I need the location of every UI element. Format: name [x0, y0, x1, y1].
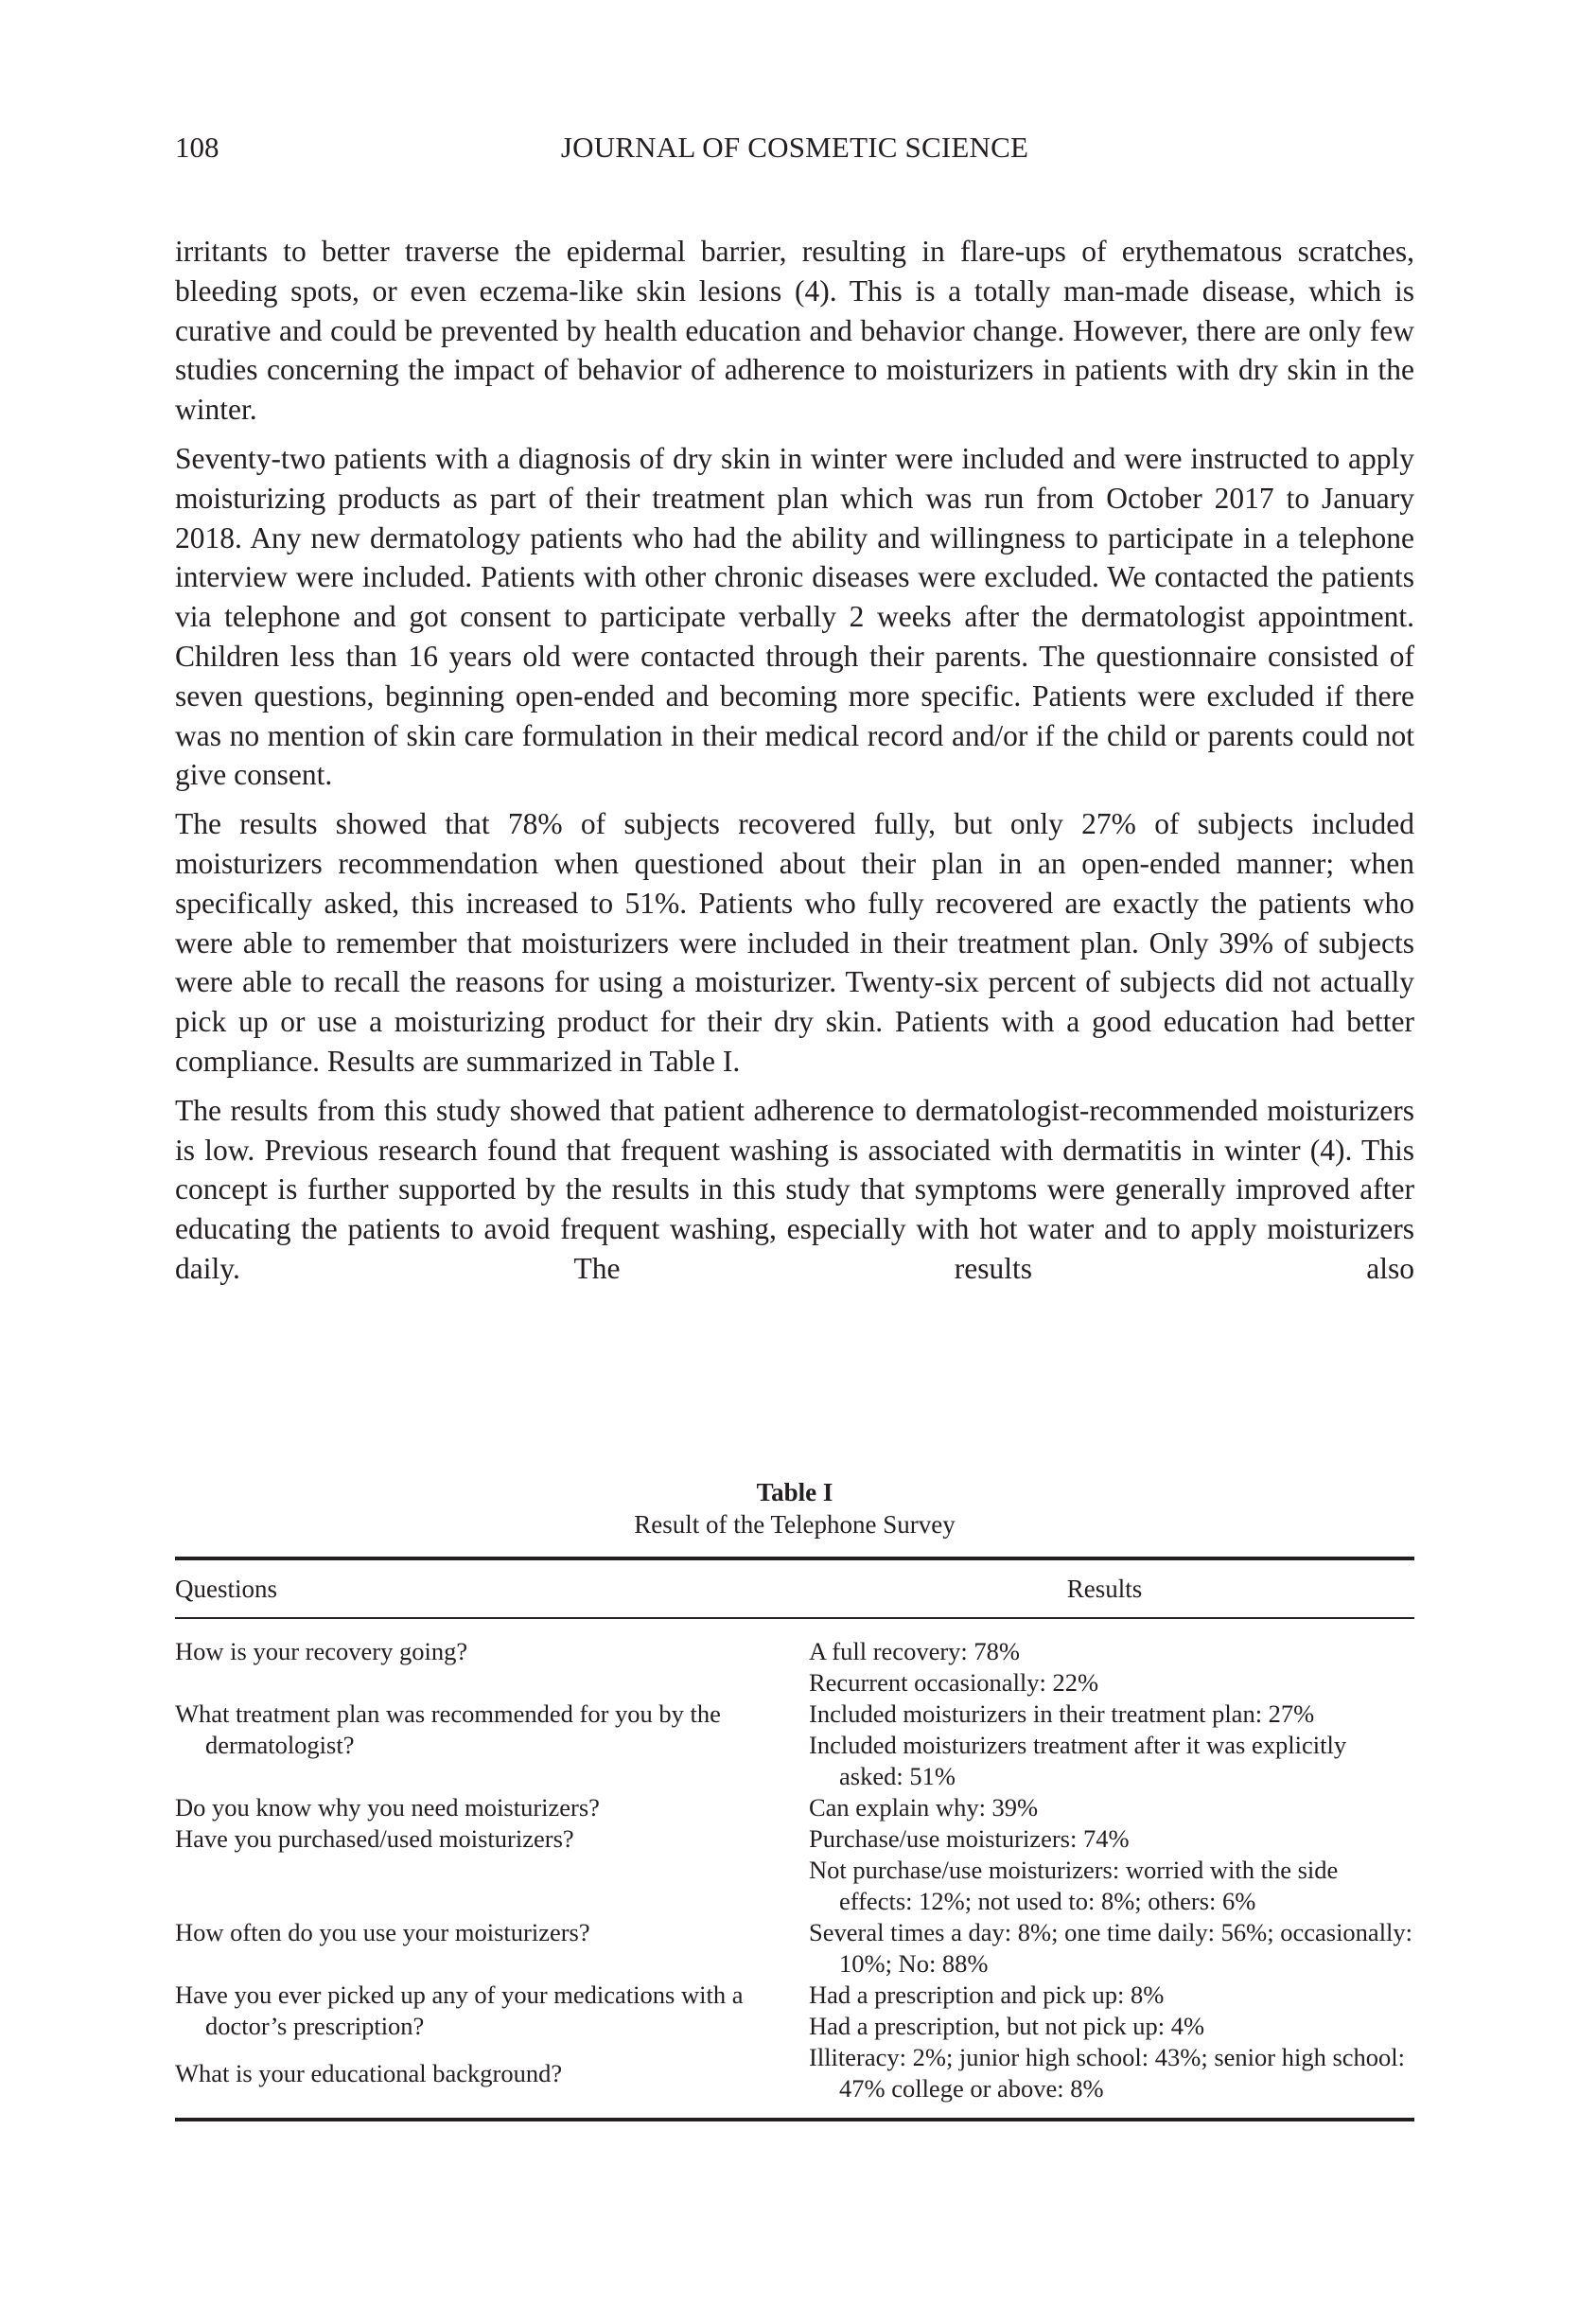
question-cell	[175, 2042, 809, 2104]
body-text	[175, 232, 1414, 1298]
question-cell: Have you purchased/used moisturizers?	[175, 1824, 574, 1853]
question-text: What is your educational background?	[175, 2058, 563, 2087]
results-cell	[809, 1823, 1414, 1917]
table-row	[175, 1636, 1414, 1699]
results-cell	[809, 1917, 1414, 1980]
table-row	[175, 1699, 1414, 1792]
result-line: Purchase/use moisturizers: 74%	[809, 1824, 1130, 1853]
question-cell: How often do you use your moisturizers?	[175, 1918, 590, 1946]
result-line: A full recovery: 78%	[809, 1637, 1020, 1665]
result-line: Several times a day: 8%; one time daily: 56%; occasionally: 10%; No: 88%	[809, 1918, 1413, 1978]
results-cell	[809, 1980, 1414, 2042]
running-header	[175, 131, 1414, 168]
page-number: 108	[175, 131, 219, 164]
result-line: Illiteracy: 2%; junior high school: 43%; senior high school: 47% college or above: 8%	[809, 2043, 1406, 2103]
result-line: Had a prescription, but not pick up: 4%	[809, 2012, 1205, 2040]
question-cell: Do you know why you need moisturizers?	[175, 1793, 600, 1822]
result-line: Had a prescription and pick up: 8%	[809, 1980, 1165, 2009]
table-bottom-rule	[175, 2118, 1414, 2121]
results-cell	[809, 1792, 1414, 1823]
paragraph: The results from this study showed that patient adherence to dermatologist-recommended moisturizers is low. Previous research found that frequent washing is associated with dermatitis in winter (4). This concept is further supported by the results in this study that symptoms were generally improved after educating the patients to avoid frequent washing, especially with hot water and to apply moisturizers daily. The results also	[175, 1093, 1414, 1285]
paragraph: irritants to better traverse the epidermal barrier, resulting in flare-ups of erythematous scratches, bleeding spots, or even eczema-like skin lesions (4). This is a totally man-made disease, which is curative and could be prevented by health education and behavior change. However, there are only few studies concerning the impact of behavior of adherence to moisturizers in patients with dry skin in the winter.	[175, 235, 1414, 427]
results-cell	[809, 1699, 1414, 1792]
table-body	[175, 1619, 1414, 2114]
journal-title: JOURNAL OF COSMETIC SCIENCE	[560, 131, 1029, 164]
survey-table	[175, 1476, 1414, 2121]
question-cell: How is your recovery going?	[175, 1637, 468, 1665]
table-row	[175, 1980, 1414, 2042]
result-line: Included moisturizers in their treatment plan: 27%	[809, 1699, 1315, 1728]
table-row	[175, 2042, 1414, 2104]
results-cell	[809, 2042, 1414, 2104]
question-cell: What treatment plan was recommended for you by the dermatologist?	[175, 1699, 721, 1759]
paragraph: The results showed that 78% of subjects recovered fully, but only 27% of subjects included moisturizers recommendation when questioned about their plan in an open-ended manner; when specifically asked, this increased to 51%. Patients who fully recovered are exactly the patients who were able to remember that moisturizers were included in their treatment plan. Only 39% of subjects were able to recall the reasons for using a moisturizer. Twenty-six percent of subjects did not actually pick up or use a moisturizing product for their dry skin. Patients with a good education had better compliance. Results are summarized in Table I.	[175, 807, 1414, 1078]
table-row	[175, 1823, 1414, 1917]
table-row	[175, 1792, 1414, 1823]
table-row	[175, 1917, 1414, 1980]
column-header-questions: Questions	[175, 1574, 277, 1603]
table-caption: Result of the Telephone Survey	[634, 1510, 956, 1539]
column-header-results: Results	[1066, 1574, 1143, 1603]
result-line: Not purchase/use moisturizers: worried with the side effects: 12%; not used to: 8%; others: 6%	[809, 1856, 1339, 1915]
results-cell	[809, 1636, 1414, 1699]
table-title: Table I	[756, 1478, 833, 1506]
paragraph: Seventy-two patients with a diagnosis of dry skin in winter were included and were instructed to apply moisturizing products as part of their treatment plan which was run from October 2017 to January 2018. Any new dermatology patients who had the ability and willingness to participate in a telephone interview were included. Patients with other chronic diseases were excluded. We contacted the patients via telephone and got consent to participate verbally 2 weeks after the dermatologist appointment. Children less than 16 years old were contacted through their parents. The questionnaire consisted of seven questions, beginning open-ended and becoming more specific. Patients were excluded if there was no mention of skin care formulation in their medical record and/or if the child or parents could not give consent.	[175, 441, 1414, 792]
result-line: Recurrent occasionally: 22%	[809, 1668, 1099, 1697]
table-header-row	[175, 1560, 1414, 1617]
question-cell: Have you ever picked up any of your medications with a doctor’s prescription?	[175, 1980, 744, 2040]
result-line: Can explain why: 39%	[809, 1793, 1039, 1822]
result-line: Included moisturizers treatment after it was explicitly asked: 51%	[809, 1731, 1347, 1790]
